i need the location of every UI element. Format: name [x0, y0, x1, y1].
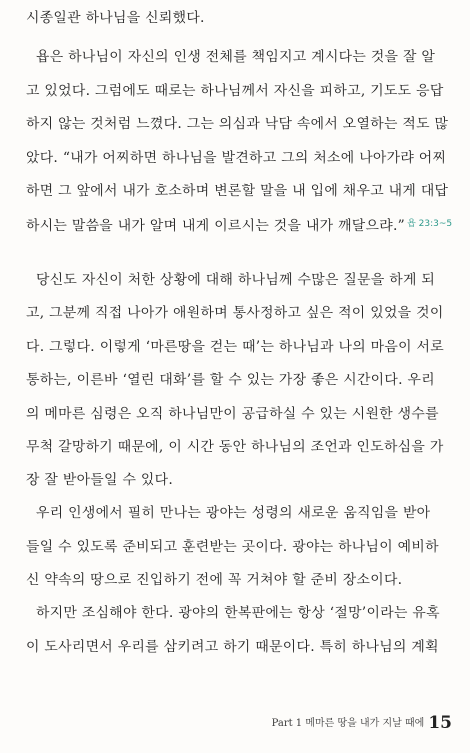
scripture-reference: 욥 23:3~5 [407, 219, 453, 229]
paragraph-3-line-6: 무척 갈망하기 때문에, 이 시간 동안 하나님의 조언과 인도하심을 가 [26, 439, 444, 455]
scripture-quote-end: 하시는 말씀을 내가 알며 내게 이르시는 것을 내가 깨달으랴.” [26, 218, 406, 234]
paragraph-1-line-1: 시종일관 하나님을 신뢰했다. [26, 10, 205, 26]
page-footer [272, 713, 452, 733]
paragraph-2-line-1: 욥은 하나님이 자신의 인생 전체를 책임지고 계시다는 것을 잘 알 [36, 49, 436, 65]
paragraph-2-line-4: 았다. “내가 어찌하면 하나님을 발견하고 그의 처소에 나아가랴 어찌 [26, 150, 447, 166]
paragraph-3-line-1: 당신도 자신이 처한 상황에 대해 하나님께 수많은 질문을 하게 되 [36, 272, 436, 288]
paragraph-4-line-3: 신 약속의 땅으로 진입하기 전에 꼭 거쳐야 할 준비 장소이다. [26, 572, 403, 588]
paragraph-3-line-2: 고, 그분께 직접 나아가 애원하며 통사정하고 싶은 적이 있었을 것이 [26, 305, 444, 321]
running-head: Part 1 메마른 땅을 내가 지날 때에 [271, 718, 425, 729]
paragraph-5-line-2: 이 도사리면서 우리를 삼키려고 하기 때문이다. 특히 하나님의 계획 [26, 639, 439, 655]
paragraph-3-line-4: 통하는, 이른바 ‘열린 대화’를 할 수 있는 가장 좋은 시간이다. 우리 [26, 372, 435, 388]
paragraph-2-line-5: 하면 그 앞에서 내가 호소하며 변론할 말을 내 입에 채우고 내게 대답 [26, 183, 449, 199]
paragraph-4-line-2: 들일 수 있도록 준비되고 훈련받는 곳이다. 광야는 하나님이 예비하 [26, 539, 439, 555]
paragraph-5-line-1: 하지만 조심해야 한다. 광야의 한복판에는 항상 ‘절망’이라는 유혹 [36, 605, 440, 621]
paragraph-2-line-3: 하지 않는 것처럼 느꼈다. 그는 의심과 낙담 속에서 오열하는 적도 많 [26, 116, 449, 132]
paragraph-3-line-5: 의 메마른 심령은 오직 하나님만이 공급하실 수 있는 시원한 생수를 [26, 406, 439, 422]
paragraph-3-line-3: 다. 그렇다. 이렇게 ‘마른땅을 걷는 때’는 하나님과 나의 마음이 서로 [26, 339, 444, 355]
paragraph-4-line-1: 우리 인생에서 필히 만나는 광야는 성령의 새로운 움직임을 받아 [36, 505, 431, 521]
paragraph-2-line-6 [26, 214, 453, 236]
paragraph-2-line-2: 고 있었다. 그럼에도 때로는 하나님께서 자신을 피하고, 기도도 응답 [26, 83, 444, 99]
page-number: 15 [428, 713, 452, 733]
paragraph-3-line-7: 장 잘 받아들일 수 있다. [26, 472, 174, 488]
